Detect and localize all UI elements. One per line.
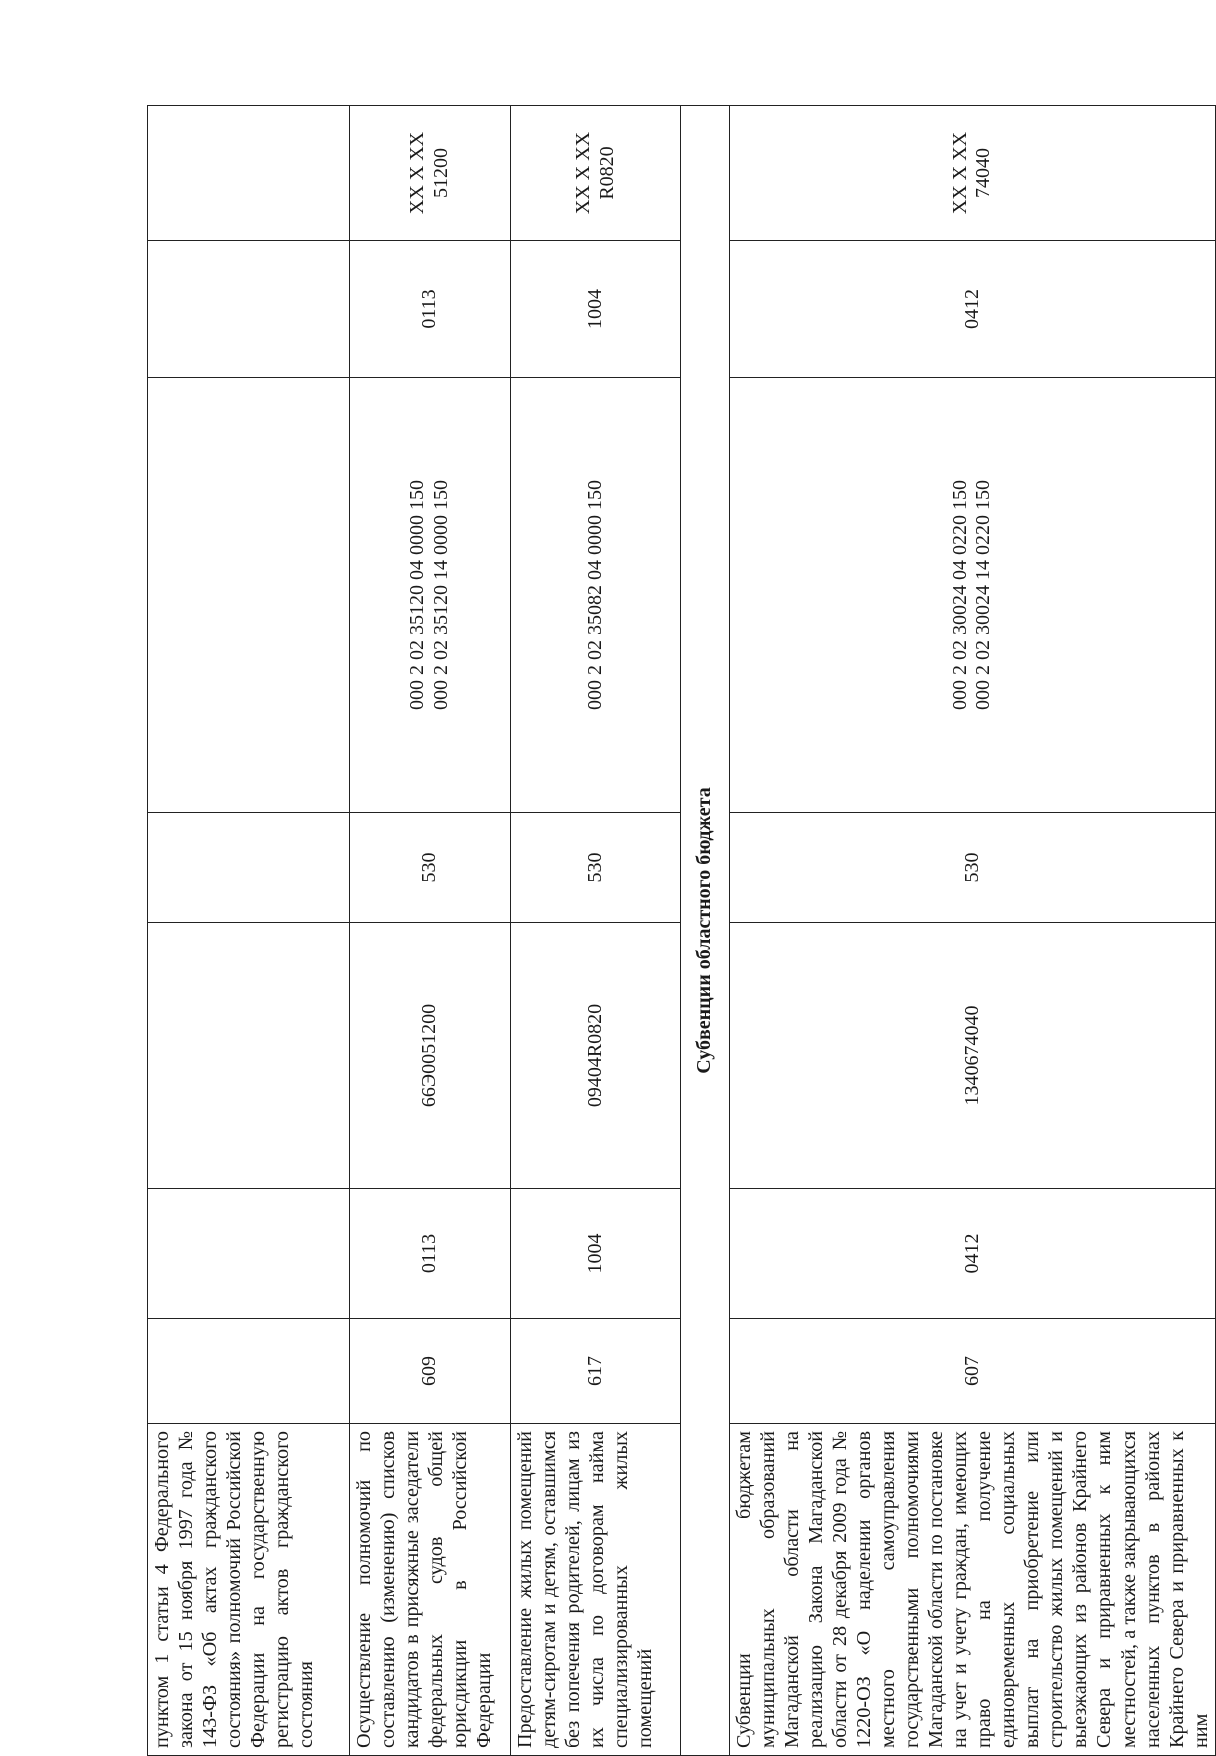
section2-cell bbox=[148, 241, 350, 378]
expense-type-cell: 530 bbox=[350, 813, 511, 923]
target-code-cell: XX X XX R0820 bbox=[511, 106, 681, 241]
budget-code-line: 000 2 02 35120 14 0000 150 bbox=[430, 480, 452, 710]
table-row bbox=[350, 106, 511, 1756]
row-description: Предоставление жилых помещений детям-сиротам и детям, оставшимся без попечения родителей, лицам из их числа по договорам найма специализированных жилых помещений bbox=[511, 1424, 681, 1756]
table-row bbox=[730, 106, 1216, 1756]
section-cell: 1004 bbox=[511, 1189, 681, 1319]
row-description: Осуществление полномочий по составлению (изменению) списков кандидатов в присяжные заседатели федеральных судов общей юрисдикции в Российской Федерации bbox=[350, 1424, 511, 1756]
budget-code-line: 000 2 02 35120 04 0000 150 bbox=[406, 480, 429, 710]
budget-code-line: 000 2 02 35082 04 0000 150 bbox=[583, 480, 606, 710]
row-description: пунктом 1 статьи 4 Федерального закона от 15 ноября 1997 года № 143-ФЗ «Об актах гражданского состояния» полномочий Российской Федерации на государственную регистрацию актов гражданского состояния bbox=[148, 1424, 350, 1756]
row-description: Субвенции бюджетам муниципальных образований Магаданской области на реализацию Закона Магаданской области от 28 декабря 2009 года № 1220-ОЗ «О наделении органов местного самоуправления государственными полномочиями Магаданской области по постановке на учет и учету граждан, имеющих право на получение единовременных социальных выплат на приобретение или строительство жилых помещений и выезжающих из районов Крайнего Севера и приравненных к ним местностей, а также закрывающихся населенных пунктов в районах Крайнего Севера и приравненных к ним bbox=[730, 1424, 1216, 1756]
admin-code-cell: 609 bbox=[350, 1319, 511, 1424]
expense-type-cell: 530 bbox=[511, 813, 681, 923]
table-row bbox=[511, 106, 681, 1756]
section2-cell: 1004 bbox=[511, 241, 681, 378]
budget-code-line: 000 2 02 30024 14 0220 150 bbox=[972, 480, 995, 710]
rotated-page bbox=[147, 106, 1212, 1756]
target-article-cell: 1340674040 bbox=[730, 923, 1216, 1189]
budget-code-cell bbox=[730, 378, 1216, 813]
budget-table bbox=[147, 105, 1216, 1756]
target-code-cell: XX X XX 51200 bbox=[350, 106, 511, 241]
budget-code-cell bbox=[511, 378, 681, 813]
section-title: Субвенции областного бюджета bbox=[681, 106, 730, 1756]
expense-type-cell: 530 bbox=[730, 813, 1216, 923]
target-article-cell: 09404R0820 bbox=[511, 923, 681, 1189]
table-row bbox=[148, 106, 350, 1756]
section-title-row bbox=[681, 106, 730, 1756]
target-code-cell bbox=[148, 106, 350, 241]
section-cell bbox=[148, 1189, 350, 1319]
target-code-cell: XX X XX 74040 bbox=[730, 106, 1216, 241]
section-cell: 0412 bbox=[730, 1189, 1216, 1319]
section2-cell: 0412 bbox=[730, 241, 1216, 378]
admin-code-cell: 617 bbox=[511, 1319, 681, 1424]
section-cell: 0113 bbox=[350, 1189, 511, 1319]
section2-cell: 0113 bbox=[350, 241, 511, 378]
budget-code-line: 000 2 02 30024 04 0220 150 bbox=[948, 480, 971, 710]
admin-code-cell bbox=[148, 1319, 350, 1424]
target-article-cell: 66Э0051200 bbox=[350, 923, 511, 1189]
budget-code-cell bbox=[148, 378, 350, 813]
expense-type-cell bbox=[148, 813, 350, 923]
admin-code-cell: 607 bbox=[730, 1319, 1216, 1424]
target-article-cell bbox=[148, 923, 350, 1189]
budget-code-cell bbox=[350, 378, 511, 813]
